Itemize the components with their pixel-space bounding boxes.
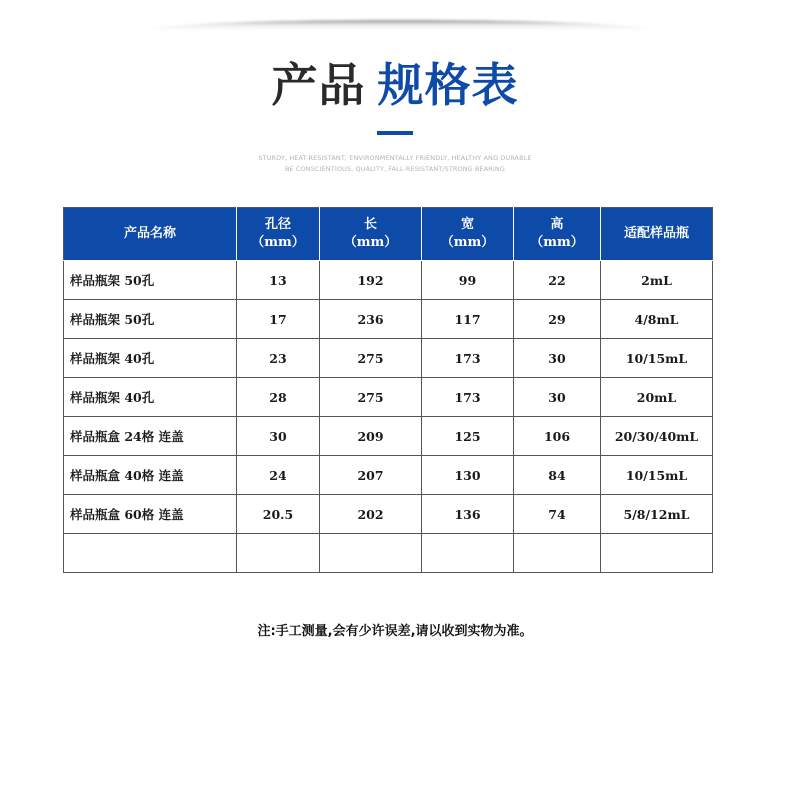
product-name-cell (64, 534, 237, 573)
table-cell: 202 (320, 495, 422, 534)
column-header (320, 208, 422, 261)
table-cell: 209 (320, 417, 422, 456)
table-body (64, 261, 713, 573)
table-row (64, 456, 713, 495)
table-cell: 275 (320, 378, 422, 417)
table-cell: 30 (514, 339, 601, 378)
measurement-note: 注:手工测量,会有少许误差,请以收到实物为准。 (257, 624, 533, 639)
table-cell (422, 534, 514, 573)
product-name-cell: 样品瓶盒 60格 连盖 (64, 495, 237, 534)
column-header (64, 208, 237, 261)
table-cell: 28 (237, 378, 320, 417)
table-cell: 106 (514, 417, 601, 456)
table-cell: 30 (237, 417, 320, 456)
column-header-label: 宽 (460, 217, 474, 232)
spec-table (63, 207, 713, 573)
table-cell: 74 (514, 495, 601, 534)
column-header (601, 208, 713, 261)
column-header-label: 适配样品瓶 (623, 226, 689, 241)
product-name-cell: 样品瓶架 40孔 (64, 339, 237, 378)
column-header-label: 长 (363, 217, 377, 232)
page-title-accent: 规格表 (377, 58, 519, 112)
table-cell: 10/15mL (601, 456, 713, 495)
column-header (422, 208, 514, 261)
table-cell: 5/8/12mL (601, 495, 713, 534)
table-row (64, 378, 713, 417)
table-cell: 10/15mL (601, 339, 713, 378)
table-cell: 192 (320, 261, 422, 300)
column-header (237, 208, 320, 261)
page-title (0, 55, 790, 115)
table-cell: 117 (422, 300, 514, 339)
table-cell (320, 534, 422, 573)
table-cell (237, 534, 320, 573)
subtitle-line-1: STURDY, HEAT-RESISTANT, ENVIRONMENTALLY FRIENDLY, HEALTHY AND DURABLE (258, 154, 532, 162)
product-name-cell: 样品瓶盒 40格 连盖 (64, 456, 237, 495)
table-cell: 130 (422, 456, 514, 495)
table-row (64, 417, 713, 456)
table-cell: 20.5 (237, 495, 320, 534)
table-row (64, 534, 713, 573)
table-cell: 17 (237, 300, 320, 339)
table-row (64, 261, 713, 300)
table-cell: 207 (320, 456, 422, 495)
table-cell: 99 (422, 261, 514, 300)
table-cell: 173 (422, 378, 514, 417)
subtitle-line-2: BE CONSCIENTIOUS, QUALITY, FALL-RESISTANT/STRONG BEARING (284, 165, 506, 173)
column-header (514, 208, 601, 261)
table-cell: 23 (237, 339, 320, 378)
table-row (64, 339, 713, 378)
column-header-unit: （mm） (251, 235, 305, 250)
title-underline (377, 131, 413, 135)
product-name-cell: 样品瓶架 40孔 (64, 378, 237, 417)
table-cell: 275 (320, 339, 422, 378)
table-cell: 24 (237, 456, 320, 495)
table-cell: 20mL (601, 378, 713, 417)
column-header-label: 产品名称 (123, 226, 176, 241)
table-cell: 22 (514, 261, 601, 300)
table-cell: 13 (237, 261, 320, 300)
table-cell: 20/30/40mL (601, 417, 713, 456)
table-cell: 29 (514, 300, 601, 339)
page-title-dark: 产品 (271, 58, 366, 112)
product-name-cell: 样品瓶架 50孔 (64, 261, 237, 300)
table-cell (514, 534, 601, 573)
product-name-cell: 样品瓶盒 24格 连盖 (64, 417, 237, 456)
table-cell: 173 (422, 339, 514, 378)
table-cell: 236 (320, 300, 422, 339)
table-row (64, 495, 713, 534)
table-cell: 2mL (601, 261, 713, 300)
top-shadow-decoration (150, 20, 650, 30)
column-header-label: 高 (550, 217, 564, 232)
column-header-unit: （mm） (530, 235, 584, 250)
table-cell: 125 (422, 417, 514, 456)
table-row (64, 300, 713, 339)
column-header-unit: （mm） (343, 235, 398, 250)
table-cell: 4/8mL (601, 300, 713, 339)
product-name-cell: 样品瓶架 50孔 (64, 300, 237, 339)
column-header-unit: （mm） (440, 235, 495, 250)
column-header-label: 孔径 (264, 217, 291, 232)
table-cell (601, 534, 713, 573)
table-cell: 30 (514, 378, 601, 417)
table-cell: 84 (514, 456, 601, 495)
table-header-row (64, 208, 713, 261)
table-cell: 136 (422, 495, 514, 534)
